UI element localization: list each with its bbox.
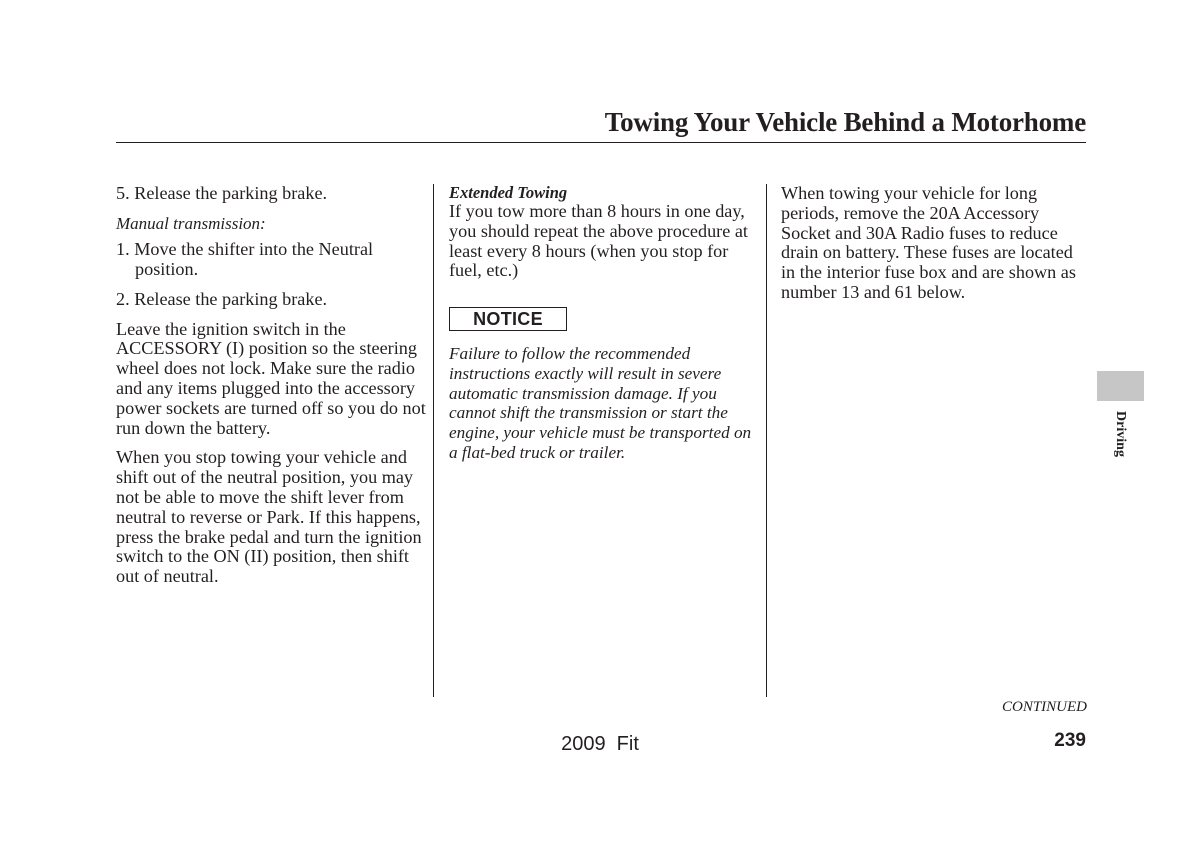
extended-towing-body: If you tow more than 8 hours in one day, you should repeat the above procedure at least every 8 hours (when you stop for fuel, etc.) bbox=[449, 201, 748, 281]
manual-step-neutral: 1. Move the shifter into the Neutral position. bbox=[116, 239, 374, 280]
extended-towing-heading: Extended Towing bbox=[449, 183, 568, 202]
stop-towing-paragraph: When you stop towing your vehicle and shift out of the neutral position, you may not be able to move the shift lever from neutral to reverse or Park. If this happens, press the brake pedal and turn the ignition switch to the ON (II) position, then shift out of neutral. bbox=[116, 447, 422, 587]
section-tab-label-wrap bbox=[1104, 404, 1136, 464]
column-divider-left bbox=[433, 184, 434, 697]
continued-label: CONTINUED bbox=[1001, 699, 1087, 715]
page-title: Towing Your Vehicle Behind a Motorhome bbox=[604, 107, 1086, 137]
section-tab bbox=[1097, 371, 1144, 401]
column-left bbox=[116, 184, 426, 597]
step-release-parking-brake: 5. Release the parking brake. bbox=[116, 183, 328, 203]
manual-transmission-heading: Manual transmission: bbox=[116, 213, 266, 233]
notice-badge: NOTICE bbox=[449, 307, 567, 331]
fuse-removal-paragraph: When towing your vehicle for long periods, remove the 20A Accessory Socket and 30A Radio fuses to reduce drain on battery. These fuses are located in the interior fuse box and are shown as number 13 and 61 below. bbox=[781, 183, 1076, 302]
header-divider bbox=[116, 142, 1086, 143]
notice-text: Failure to follow the recommended instructions exactly will result in severe automatic transmission damage. If you cannot shift the transmission or start the engine, your vehicle must be transported on a flat-bed truck or trailer. bbox=[449, 344, 752, 462]
column-middle bbox=[449, 184, 749, 281]
page-number: 239 bbox=[1054, 730, 1086, 751]
manual-step-parking-brake: 2. Release the parking brake. bbox=[116, 288, 328, 309]
column-right bbox=[781, 184, 1091, 303]
ignition-paragraph: Leave the ignition switch in the ACCESSORY (I) position so the steering wheel does not lock. Make sure the radio and any items plugged into the accessory power sockets are turned off so you do not run down the battery. bbox=[116, 318, 426, 438]
section-tab-label: Driving bbox=[1113, 411, 1128, 457]
footer-model: 2009 Fit bbox=[561, 733, 639, 755]
column-divider-right bbox=[766, 184, 767, 697]
